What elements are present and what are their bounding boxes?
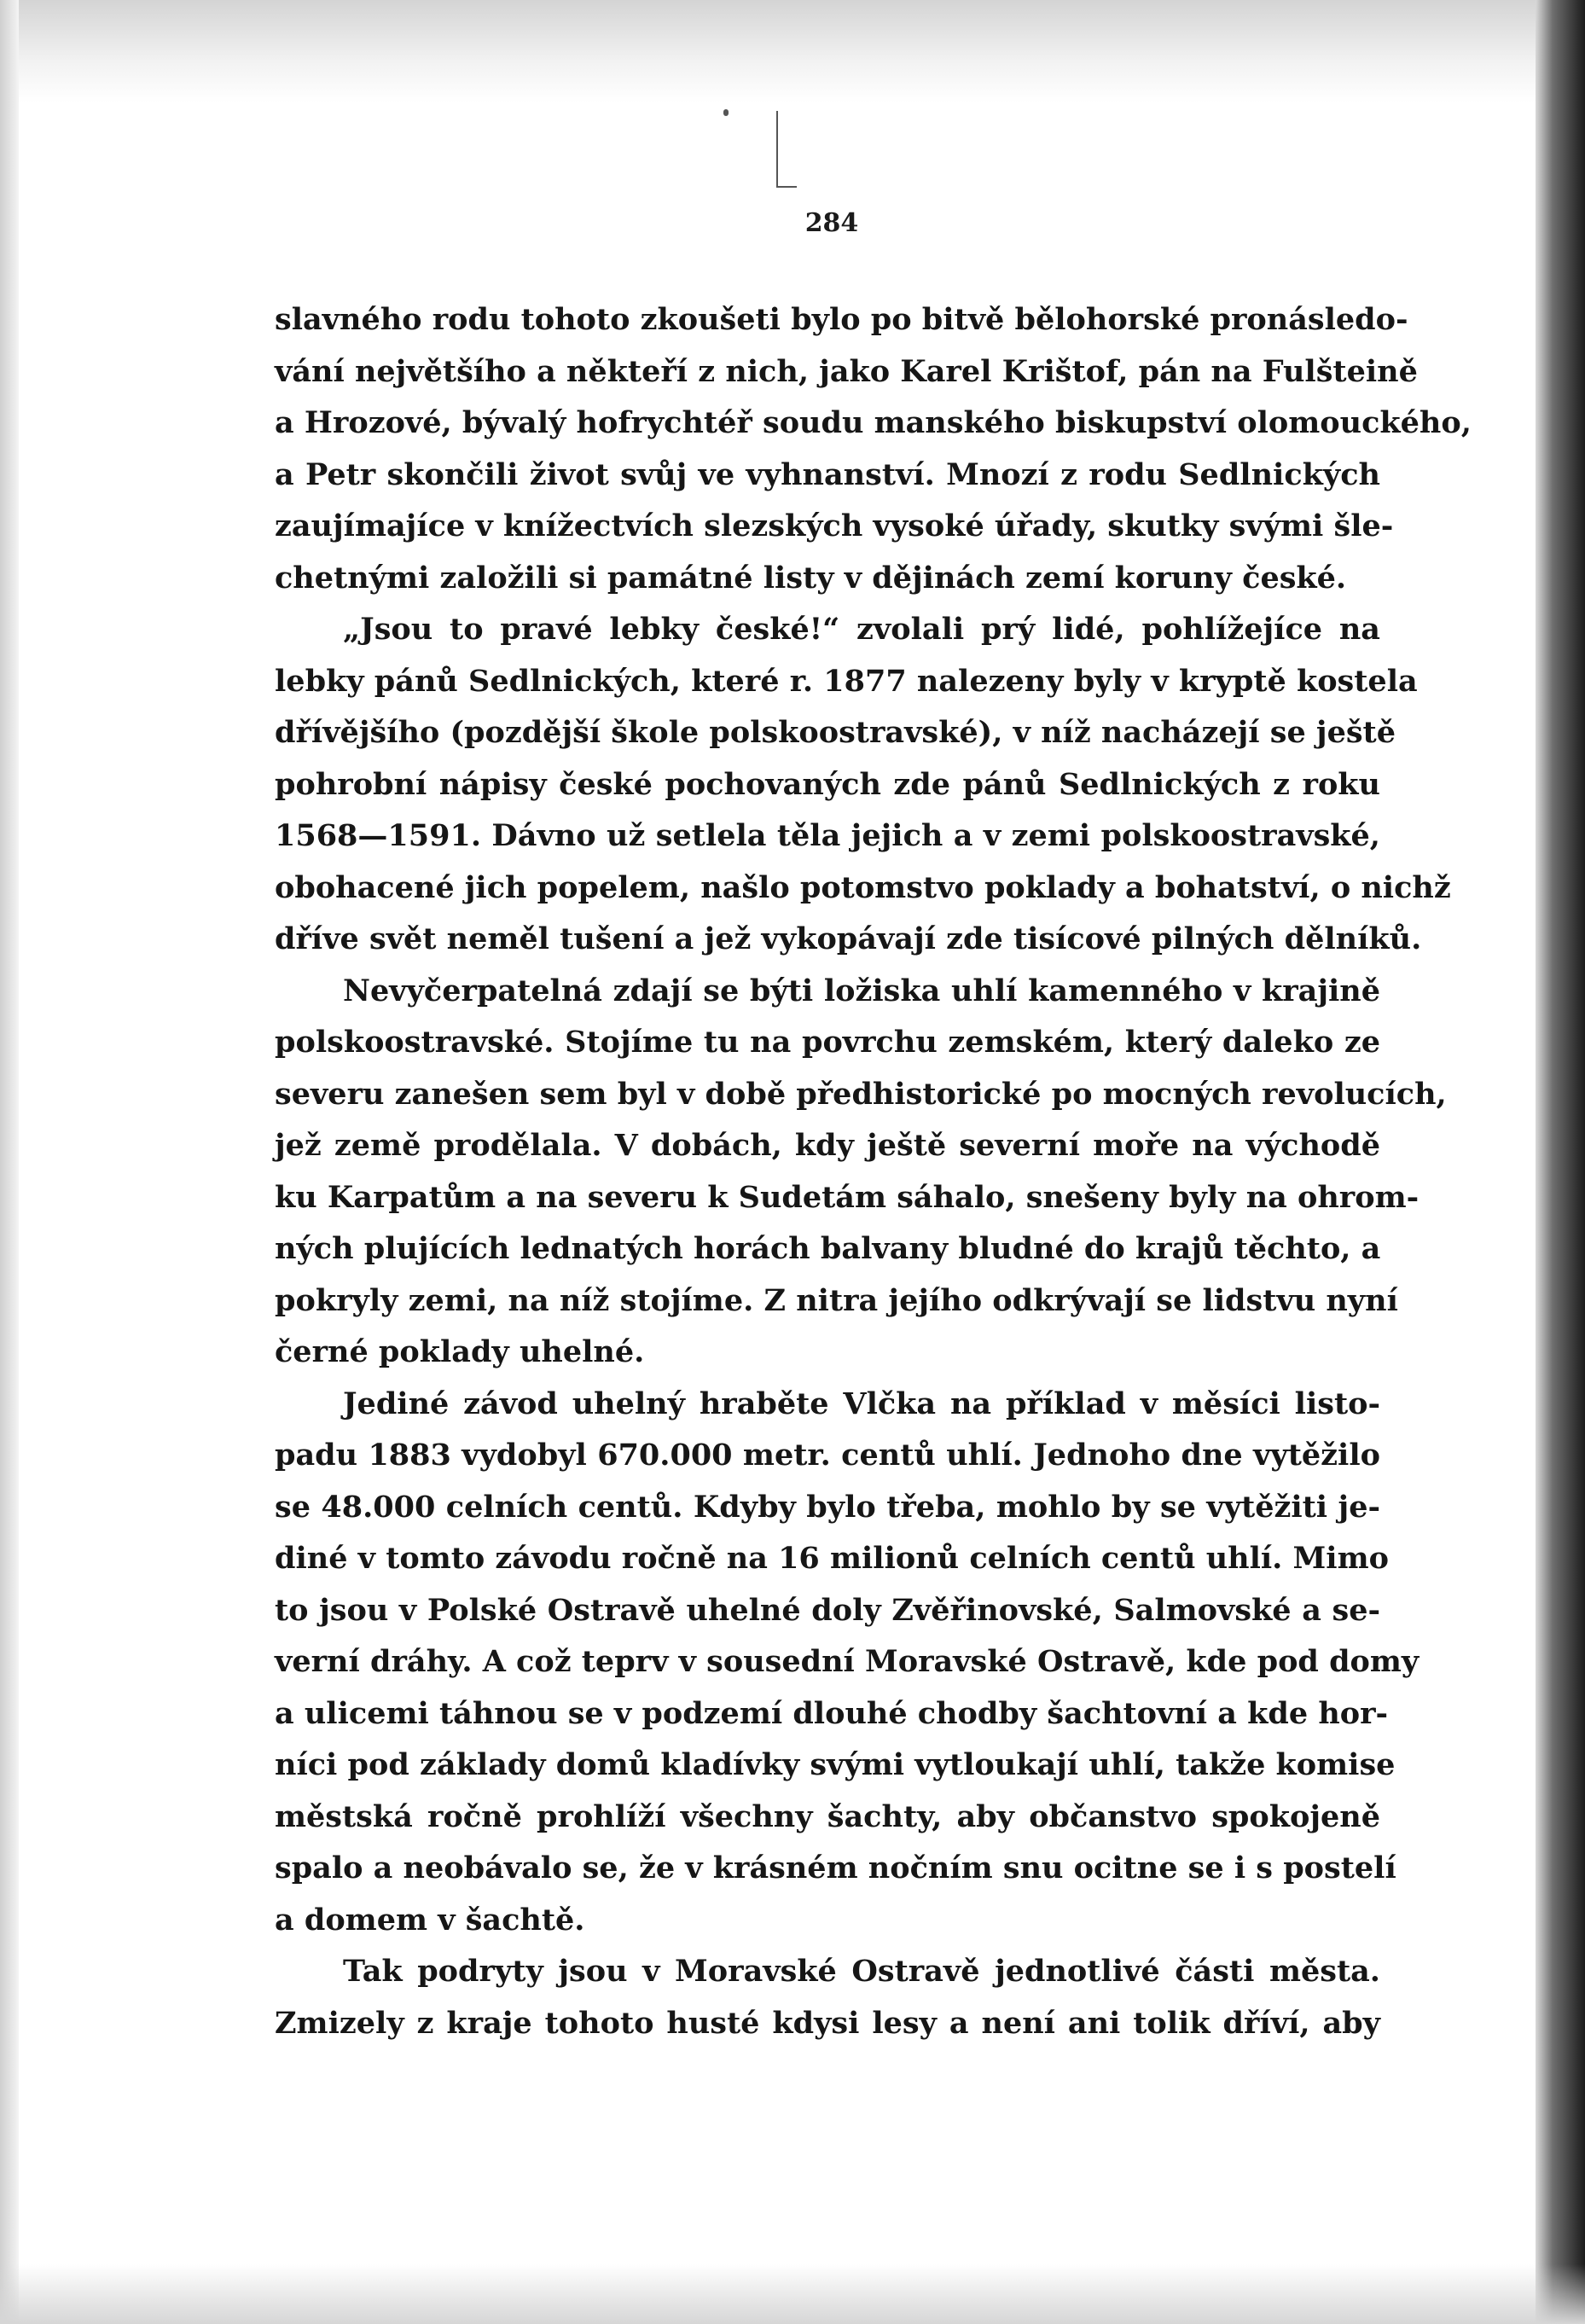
text-line: lebky pánů Sedlnických, které r. 1877 nalezeny byly v kryptě kostela <box>275 663 1418 699</box>
text-line: pohrobní nápisy české pochovaných zde pánů Sedlnických z roku <box>275 766 1380 802</box>
text-line: Nevyčerpatelná zdají se býti ložiska uhlí kamenného v krajině <box>343 973 1380 1008</box>
text-line: jež země prodělala. V dobách, kdy ještě severní moře na východě <box>275 1128 1380 1163</box>
text-line: dříve svět neměl tušení a jež vykopávají zde tisícové pilných dělníků. <box>275 921 1422 956</box>
scan-mark-horizontal <box>778 186 797 188</box>
text-line: ných plujících lednatých horách balvany bludné do krajů těchto, a <box>275 1231 1381 1266</box>
text-line: dřívějšího (pozdější škole polskoostravské), v níž nacházejí se ještě <box>275 715 1396 750</box>
text-line: padu 1883 vydobyl 670.000 metr. centů uhlí. Jednoho dne vytěžilo <box>275 1438 1380 1473</box>
text-line: 1568—1591. Dávno už setlela těla jejich a v zemi polskoostravské, <box>275 818 1380 853</box>
text-line: spalo a neobávalo se, že v krásném nočním snu ocitne se i s postelí <box>275 1850 1396 1885</box>
text-line: Jediné závod uhelný hraběte Vlčka na příklad v měsíci listo- <box>343 1386 1380 1421</box>
text-line: verní dráhy. A což teprv v sousední Moravské Ostravě, kde pod domy <box>275 1644 1420 1679</box>
text-line: městská ročně prohlíží všechny šachty, aby občanstvo spokojeně <box>275 1798 1380 1834</box>
scan-left-shadow <box>0 0 19 2324</box>
scan-bottom-shadow <box>0 2264 1585 2324</box>
text-line: pokryly zemi, na níž stojíme. Z nitra jejího odkrývají se lidstvu nyní <box>275 1282 1398 1318</box>
scan-right-edge <box>1536 0 1585 2324</box>
text-line: obohacené jich popelem, našlo potomstvo poklady a bohatství, o nichž <box>275 869 1451 905</box>
text-line: slavného rodu tohoto zkoušeti bylo po bitvě bělohorské pronásledo- <box>275 302 1408 337</box>
text-line: chetnými založili si památné listy v dějinách zemí koruny české. <box>275 560 1347 596</box>
text-line: Tak podryty jsou v Moravské Ostravě jednotlivé části města. <box>343 1954 1380 1989</box>
text-line: se 48.000 celních centů. Kdyby bylo třeba, mohlo by se vytěžiti je- <box>275 1489 1380 1525</box>
text-line: a Petr skončili život svůj ve vyhnanství. Mnozí z rodu Sedlnických <box>275 456 1380 492</box>
body-text <box>275 294 1472 2049</box>
text-line: Zmizely z kraje tohoto husté kdysi lesy a není ani tolik dříví, aby <box>275 2005 1380 2041</box>
text-line: vání největšího a někteří z nich, jako Karel Krištof, pán na Fulšteině <box>275 353 1418 389</box>
text-line: polskoostravské. Stojíme tu na povrchu zemském, který daleko ze <box>275 1025 1380 1060</box>
text-line: černé poklady uhelné. <box>275 1334 645 1369</box>
text-line: ku Karpatům a na severu k Sudetám sáhalo, snešeny byly na ohrom- <box>275 1179 1420 1215</box>
text-line: severu zanešen sem byl v době předhistorické po mocných revolucích, <box>275 1076 1447 1112</box>
page-number: 284 <box>804 208 859 238</box>
text-line: a domem v šachtě. <box>275 1902 585 1938</box>
scan-top-shadow <box>0 0 1585 102</box>
text-line: a ulicemi táhnou se v podzemí dlouhé chodby šachtovní a kde hor- <box>275 1695 1389 1731</box>
scan-dot <box>723 109 729 116</box>
scan-mark-vertical <box>776 111 778 188</box>
text-line: diné v tomto závodu ročně na 16 milionů celních centů uhlí. Mimo <box>275 1541 1389 1576</box>
text-line: „Jsou to pravé lebky české!“ zvolali prý lidé, pohlížejíce na <box>343 612 1380 647</box>
text-line: to jsou v Polské Ostravě uhelné doly Zvěřinovské, Salmovské a se- <box>275 1592 1380 1628</box>
text-line: a Hrozové, bývalý hofrychtéř soudu manského biskupství olomouckého, <box>275 405 1472 440</box>
text-line: zaujímajíce v knížectvích slezských vysoké úřady, skutky svými šle- <box>275 508 1394 543</box>
text-line: níci pod základy domů kladívky svými vytloukají uhlí, takže komise <box>275 1747 1396 1782</box>
